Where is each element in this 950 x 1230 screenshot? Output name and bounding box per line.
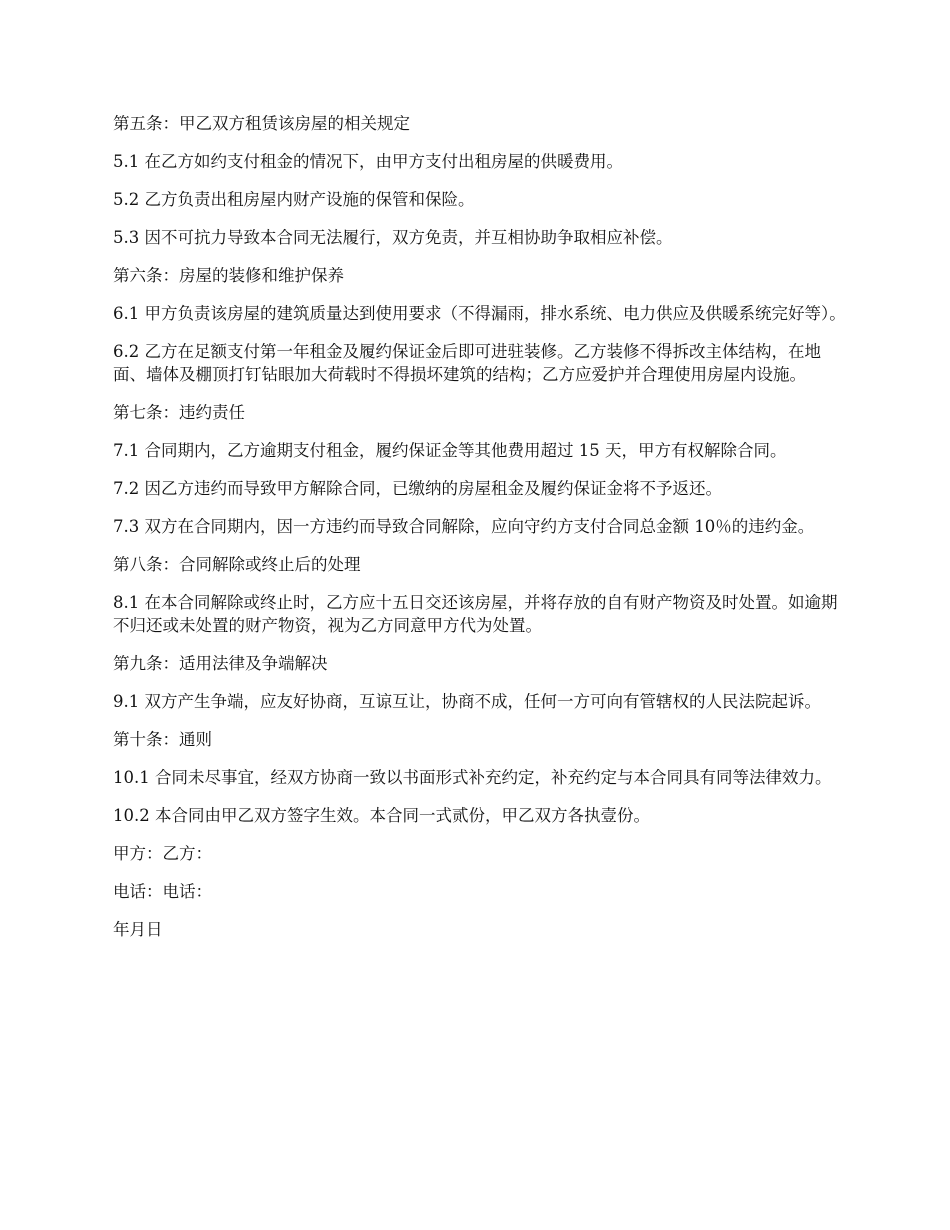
article-5-heading: 第五条：甲乙双方租赁该房屋的相关规定: [113, 114, 410, 133]
clause-10-1: 10.1 合同未尽事宜，经双方协商一致以书面形式补充约定，补充约定与本合同具有同等法律效力。: [113, 768, 832, 787]
clause-7-3: 7.3 双方在合同期内，因一方违约而导致合同解除，应向守约方支付合同总金额 10％的违约金。: [113, 517, 815, 536]
clause-7-1: 7.1 合同期内，乙方逾期支付租金，履约保证金等其他费用超过 15 天，甲方有权解除合同。: [113, 441, 787, 460]
clause-8-1: 8.1 在本合同解除或终止时，乙方应十五日交还该房屋，并将存放的自有财产物资及时处置。如逾期不归还或未处置的财产物资，视为乙方同意甲方代为处置。: [113, 593, 838, 635]
clause-5-3: 5.3 因不可抗力导致本合同无法履行，双方免责，并互相协助争取相应补偿。: [113, 228, 673, 247]
document-page: [113, 112, 853, 941]
signature-parties-line: 甲方：乙方：: [113, 844, 212, 863]
clause-9-1: 9.1 双方产生争端，应友好协商，互谅互让，协商不成，任何一方可向有管辖权的人民法院起诉。: [113, 692, 821, 711]
signature-date-line: 年月日: [113, 920, 163, 939]
clause-6-1: 6.1 甲方负责该房屋的建筑质量达到使用要求（不得漏雨，排水系统、电力供应及供暖系统完好等）。: [113, 304, 846, 323]
signature-phone-line: 电话：电话：: [113, 882, 212, 901]
clause-5-2: 5.2 乙方负责出租房屋内财产设施的保管和保险。: [113, 190, 475, 209]
clause-5-1: 5.1 在乙方如约支付租金的情况下，由甲方支付出租房屋的供暖费用。: [113, 152, 623, 171]
clause-6-2: 6.2 乙方在足额支付第一年租金及履约保证金后即可进驻装修。乙方装修不得拆改主体结构，在地面、墙体及棚顶打钉钻眼加大荷载时不得损坏建筑的结构；乙方应爱护并合理使用房屋内设施。: [113, 342, 821, 384]
article-9-heading: 第九条：适用法律及争端解决: [113, 654, 328, 673]
article-7-heading: 第七条：违约责任: [113, 403, 245, 422]
article-6-heading: 第六条：房屋的装修和维护保养: [113, 266, 344, 285]
clause-10-2: 10.2 本合同由甲乙双方签字生效。本合同一式贰份，甲乙双方各执壹份。: [113, 806, 650, 825]
article-8-heading: 第八条：合同解除或终止后的处理: [113, 555, 361, 574]
clause-7-2: 7.2 因乙方违约而导致甲方解除合同，已缴纳的房屋租金及履约保证金将不予返还。: [113, 479, 722, 498]
article-10-heading: 第十条：通则: [113, 730, 212, 749]
